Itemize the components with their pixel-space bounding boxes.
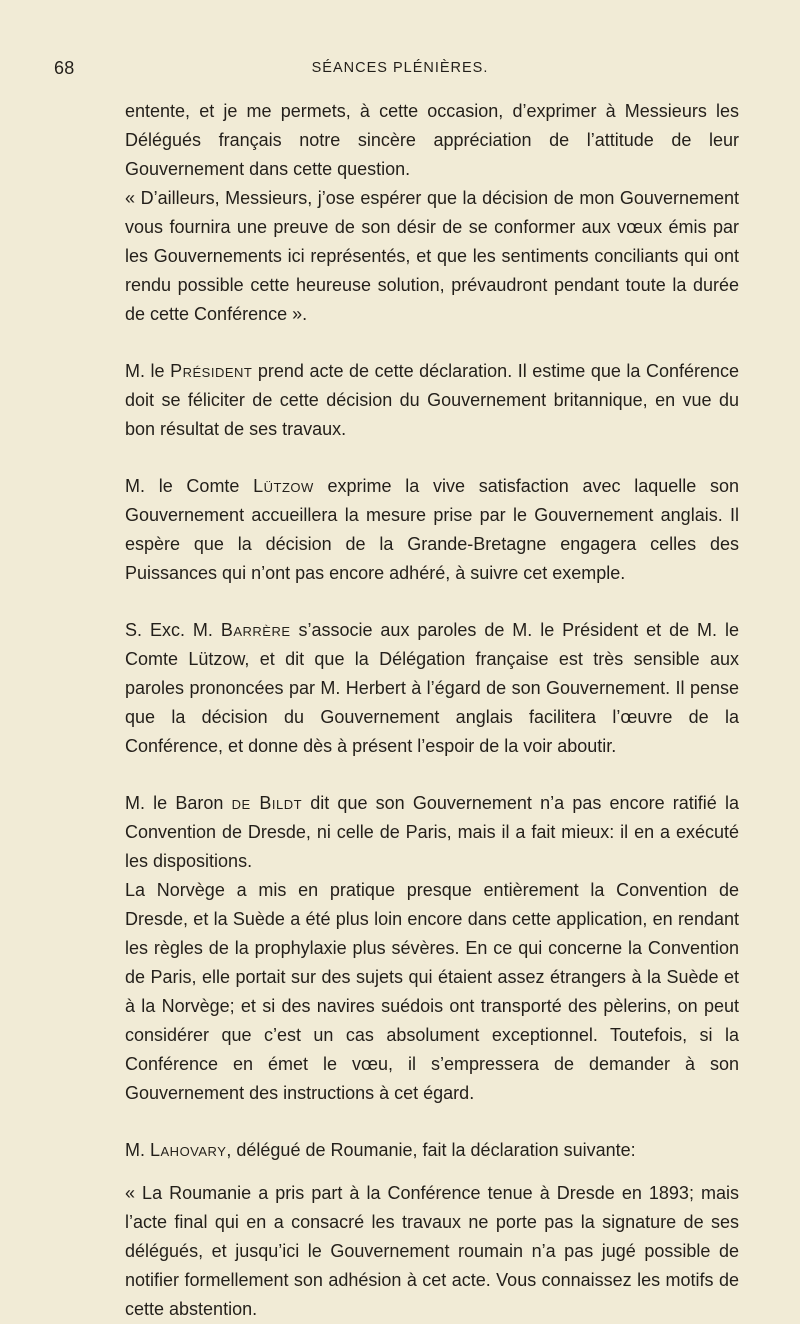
paragraph xyxy=(125,472,739,588)
paragraph xyxy=(125,1136,739,1165)
paragraph-text: , délégué de Roumanie, fait la déclaration suivante: xyxy=(226,1140,636,1160)
paragraph xyxy=(125,616,739,761)
speaker-name: Lützow xyxy=(253,476,314,496)
paragraph xyxy=(125,1179,739,1324)
paragraph-text: prend acte de cette déclaration. Il estime que la Conférence doit se féliciter de cette décision du Gouvernement britannique, en vue du bon résultat de ses travaux. xyxy=(125,361,739,439)
speaker-name: Lahovary xyxy=(150,1140,227,1160)
paragraph-text: entente, et je me permets, à cette occasion, d’exprimer à Messieurs les Délégués français notre sincère appréciation de l’attitude de leur Gouvernement dans cette question. xyxy=(125,101,739,179)
body-text xyxy=(125,97,739,1324)
speaker-name: Barrère xyxy=(220,620,291,640)
paragraph xyxy=(125,184,739,329)
paragraph-text: dit que son Gouvernement n’a pas encore ratifié la Convention de Dresde, ni celle de Paris, mais il a fait mieux: il en a exécuté les dispositions. xyxy=(125,793,739,871)
speaker-prefix: S. Exc. M. xyxy=(125,620,221,640)
speaker-prefix: M. le Baron xyxy=(125,793,232,813)
paragraph xyxy=(125,789,739,876)
speaker-name: de Bildt xyxy=(231,793,303,813)
speaker-prefix: M. le Comte xyxy=(125,476,254,496)
speaker-prefix: M. le xyxy=(125,361,171,381)
paragraph-text: La Norvège a mis en pratique presque entièrement la Convention de Dresde, et la Suède a été plus loin encore dans cette application, en rendant les règles de la prophylaxie plus sévères. En ce qui concerne la Convention de Paris, elle portait sur des sujets qui étaient assez étrangers à la Suède et à la Norvège; et si des navires suédois ont transporté des pèlerins, on peut considérer que c’est un cas absolument exceptionnel. Toutefois, si la Conférence en émet le vœu, il s’empressera de demander à son Gouvernement des instructions à cet égard. xyxy=(125,880,739,1103)
page-number: 68 xyxy=(54,58,75,78)
running-head: SÉANCES PLÉNIÈRES. xyxy=(311,60,489,76)
paragraph xyxy=(125,97,739,184)
paragraph-text: « La Roumanie a pris part à la Conférence tenue à Dresde en 1893; mais l’acte final qui en a consacré les travaux ne porte pas la signature de ses délégués, et jusqu’ici le Gouvernement roumain n’a pas jugé possible de notifier formellement son adhésion à cet acte. Vous connaissez les motifs de cette abstention. xyxy=(125,1183,739,1319)
paragraph xyxy=(125,357,739,444)
paragraph-text: « D’ailleurs, Messieurs, j’ose espérer que la décision de mon Gouvernement vous fournira une preuve de son désir de se conformer aux vœux émis par les Gouvernements ici représentés, et que les sentiments conciliants qui ont rendu possible cette heureuse solution, prévaudront pendant toute la durée de cette Conférence ». xyxy=(125,188,739,324)
paragraph-text: s’associe aux paroles de M. le Président et de M. le Comte Lützow, et dit que la Délégation française est très sensible aux paroles prononcées par M. Herbert à l’égard de son Gouvernement. Il pense que la décision du Gouvernement anglais facilitera l’œuvre de la Conférence, et donne dès à présent l’espoir de la voir aboutir. xyxy=(125,620,739,756)
speaker-prefix: M. xyxy=(125,1140,150,1160)
paragraph xyxy=(125,876,739,1108)
page-header xyxy=(0,58,800,84)
speaker-name: Président xyxy=(170,361,253,381)
paragraph-text: exprime la vive satisfaction avec laquelle son Gouvernement accueillera la mesure prise par le Gouvernement anglais. Il espère que la décision de la Grande-Bretagne engagera celles des Puissances qui n’ont pas encore adhéré, à suivre cet exemple. xyxy=(125,476,739,583)
